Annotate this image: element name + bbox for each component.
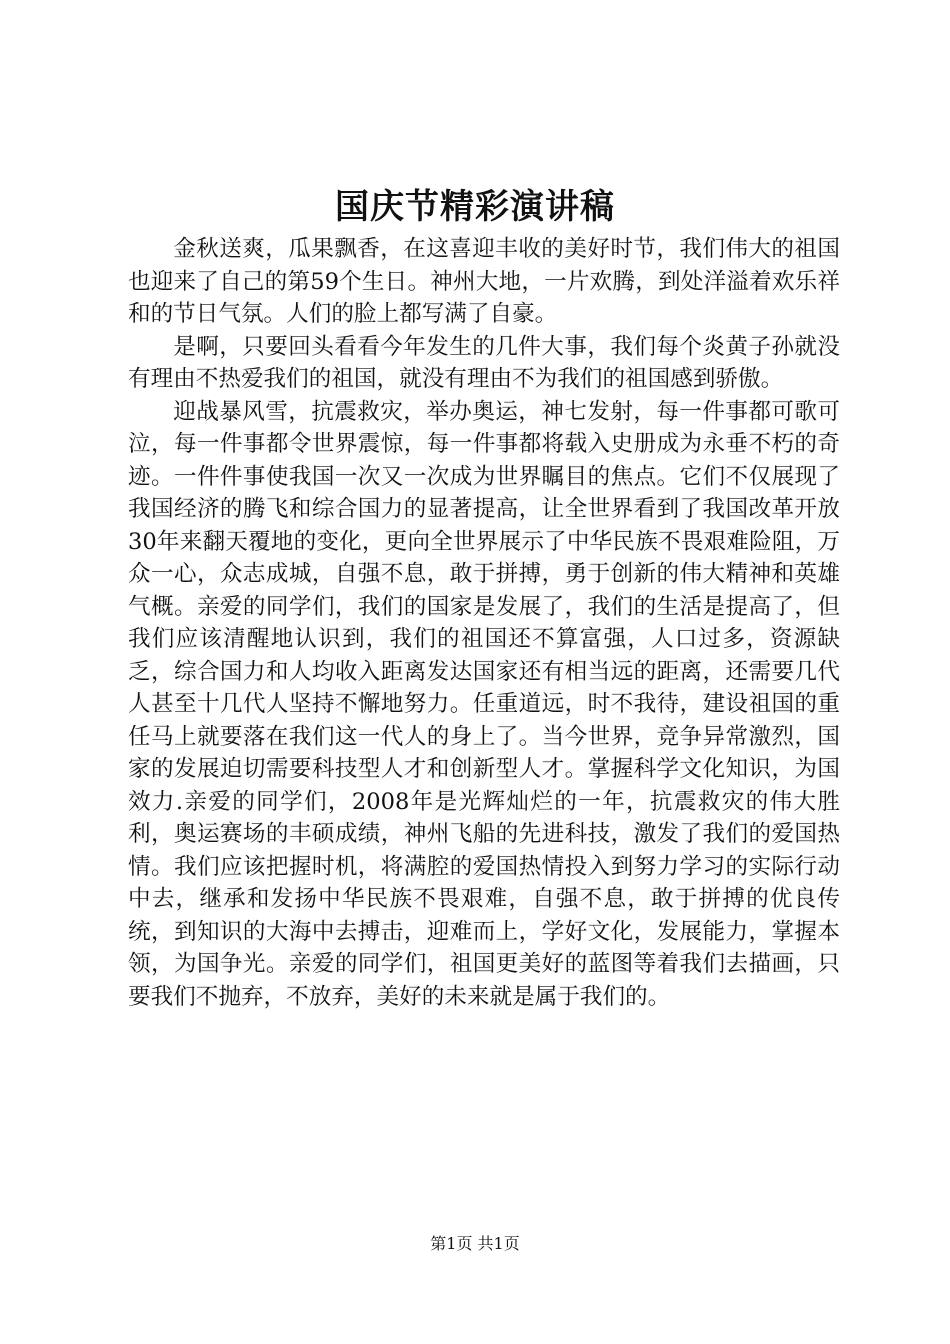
paragraph: 迎战暴风雪，抗震救灾，举办奥运，神七发射，每一件事都可歌可泣，每一件事都令世界震惊，每一件事都将载入史册成为永垂不朽的奇迹。一件件事使我国一次又一次成为世界瞩目的焦点。它们不仅展现了我国经济的腾飞和综合国力的显著提高，让全世界看到了我国改革开放30年来翻天覆地的变化，更向全世界展示了中华民族不畏艰难险阻，万众一心，众志成城，自强不息，敢于拼搏，勇于创新的伟大精神和英雄气概。亲爱的同学们，我们的国家是发展了，我们的生活是提高了，但我们应该清醒地认识到，我们的祖国还不算富强，人口过多，资源缺乏，综合国力和人均收入距离发达国家还有相当远的距离，还需要几代人甚至十几代人坚持不懈地努力。任重道远，时不我待，建设祖国的重任马上就要落在我们这一代人的身上了。当今世界，竞争异常激烈，国家的发展迫切需要科技型人才和创新型人才。掌握科学文化知识，为国效力.亲爱的同学们，2008年是光辉灿烂的一年，抗震救灾的伟大胜利，奥运赛场的丰硕成绩，神州飞船的先进科技，激发了我们的爱国热情。我们应该把握时机，将满腔的爱国热情投入到努力学习的实际行动中去，继承和发扬中华民族不畏艰难，自强不息，敢于拼搏的优良传统，到知识的大海中去搏击，迎难而上，学好文化，发展能力，掌握本领，为国争光。亲爱的同学们，祖国更美好的蓝图等着我们去描画，只要我们不抛弃，不放弃，美好的未来就是属于我们的。: [128, 398, 840, 1010]
page-footer: 第1页 共1页: [430, 1234, 520, 1253]
paragraph: 是啊，只要回头看看今年发生的几件大事，我们每个炎黄子孙就没有理由不热爱我们的祖国，就没有理由不为我们的祖国感到骄傲。: [128, 333, 840, 392]
paragraph: 金秋送爽，瓜果飘香，在这喜迎丰收的美好时节，我们伟大的祖国也迎来了自己的第59个生日。神州大地，一片欢腾，到处洋溢着欢乐祥和的节日气氛。人们的脸上都写满了自豪。: [128, 236, 840, 327]
document-title: 国庆节精彩演讲稿: [335, 187, 615, 227]
document-body: [128, 233, 840, 1013]
